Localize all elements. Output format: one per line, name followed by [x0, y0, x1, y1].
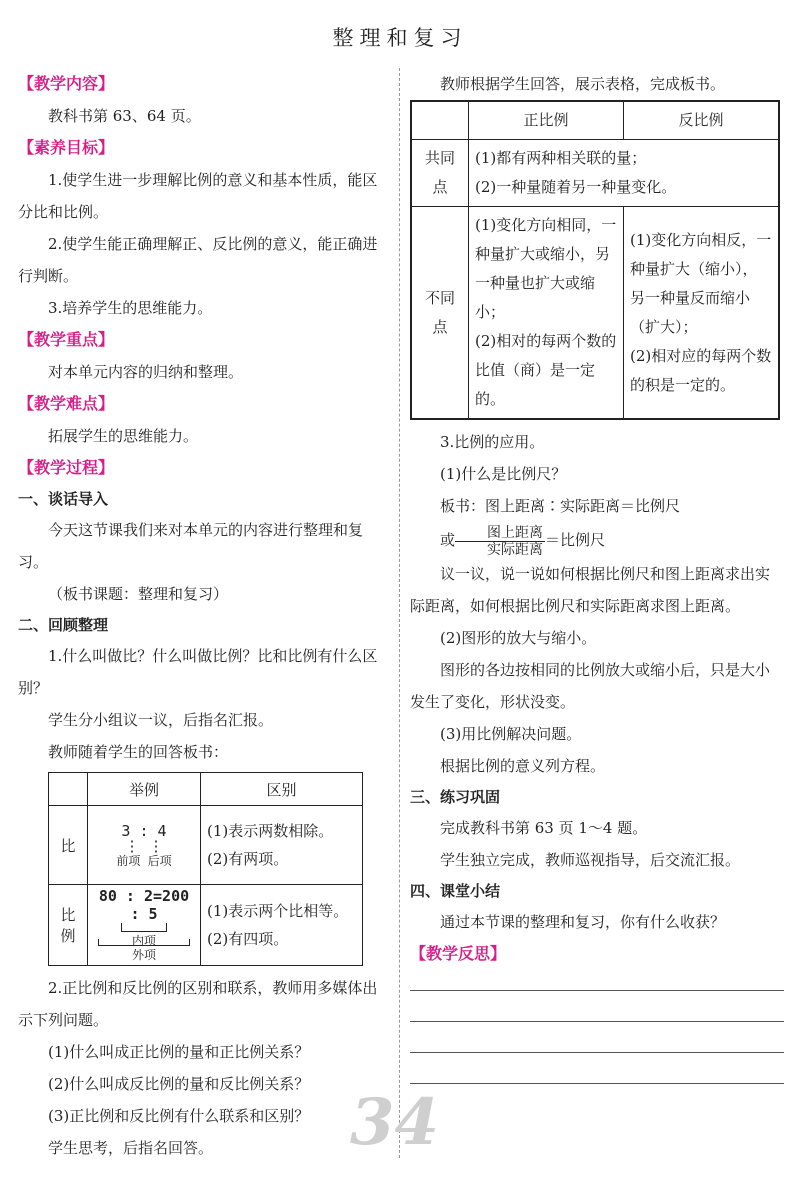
common-item: (2)一种量随着另一种量变化。: [475, 178, 677, 196]
ratio-expression: 3 : 4: [121, 821, 167, 840]
column-divider: [399, 68, 400, 1158]
table-header: 正比例: [469, 101, 624, 140]
inverse-differences: [624, 207, 780, 420]
goal-item: 2.使学生能正确理解正、反比例的意义，能正确进行判断。: [18, 235, 378, 285]
goal-item: 3.培养学生的思维能力。: [48, 299, 213, 317]
fraction-numerator: 图上距离: [455, 525, 545, 542]
difference-item: (2)相对应的每两个数的积是一定的。: [630, 346, 772, 394]
ratio-proportion-table: [48, 772, 363, 966]
row-label: 不同点: [411, 207, 469, 420]
sub-question: (2)什么叫成反比例的量和反比例关系？: [48, 1075, 310, 1093]
section-heading-process: 【教学过程】: [18, 458, 115, 477]
section-heading-key: 【教学重点】: [18, 330, 115, 349]
direct-inverse-table: [410, 100, 780, 420]
part2-heading: 二、回顾整理: [18, 616, 109, 634]
inner-terms-bracket: [121, 923, 167, 932]
table2-intro: 教师根据学生回答，展示表格，完成板书。: [440, 75, 726, 93]
part1-line: （板书课题：整理和复习）: [48, 585, 229, 603]
left-column: [18, 68, 392, 1164]
common-points: [469, 140, 780, 207]
board-formula: 板书：图上距离∶实际距离＝比例尺: [440, 497, 681, 515]
key-text: 对本单元内容的归纳和整理。: [48, 363, 244, 381]
outer-terms-label: 外项: [131, 948, 156, 962]
part2-line: 学生分小组议一议，后指名汇报。: [48, 711, 274, 729]
inner-terms-label: 内项: [131, 934, 156, 948]
reflection-line[interactable]: [410, 990, 784, 991]
difference-item: (2)有四项。: [207, 930, 289, 948]
difference-item: (1)表示两个比相等。: [207, 902, 349, 920]
application-text: 根据比例的意义列方程。: [440, 757, 606, 775]
reflection-line[interactable]: [410, 1083, 784, 1084]
difference-item: (1)变化方向相反，一种量扩大（缩小），另一种量反而缩小（扩大）；: [630, 230, 772, 336]
part1-line: 今天这节课我们来对本单元的内容进行整理和复习。: [18, 521, 364, 571]
part2-line: 教师随着学生的回答板书：: [48, 743, 229, 761]
fraction-denominator: 实际距离: [487, 541, 544, 558]
sub-question: (3)正比例和反比例有什么联系和区别？: [48, 1107, 310, 1125]
proportion-example: [88, 885, 201, 966]
difference-item: (1)表示两数相除。: [207, 822, 334, 840]
ratio-differences: [201, 806, 363, 885]
table-corner: [411, 101, 469, 140]
difference-item: (2)相对的每两个数的比值（商）是一定的。: [475, 332, 617, 408]
section-heading-reflection: 【教学反思】: [410, 944, 507, 963]
row-label: 比例: [49, 885, 88, 966]
table-header: 区别: [201, 773, 363, 806]
proportion-differences: [201, 885, 363, 966]
part3-line: 学生独立完成，教师巡视指导，后交流汇报。: [440, 851, 741, 869]
row-label: 共同点: [411, 140, 469, 207]
fraction: [455, 525, 545, 558]
row-label: 比: [49, 806, 88, 885]
section-heading-goals: 【素养目标】: [18, 138, 115, 157]
application-item: (2)图形的放大与缩小。: [440, 629, 597, 647]
part3-line: 完成教科书第 63 页 1～4 题。: [440, 819, 648, 837]
page-number: 34: [350, 1085, 440, 1160]
table-corner: [49, 773, 88, 806]
ratio-example: [88, 806, 201, 885]
discuss-text: 议一议，说一说如何根据比例尺和图上距离求出实际距离，如何根据比例尺和实际距离求图上距离。: [410, 565, 771, 615]
ratio-term-labels: 前项 后项: [116, 853, 172, 868]
content-text: 教科书第 63、64 页。: [48, 107, 201, 125]
part2-question-1: 1.什么叫做比？什么叫做比例？比和比例有什么区别？: [18, 647, 378, 697]
direct-differences: [469, 207, 624, 420]
fraction-equals: ＝比例尺: [545, 531, 606, 549]
section-heading-difficult: 【教学难点】: [18, 394, 115, 413]
fraction-formula: [410, 522, 784, 558]
proportion-expression: 80 : 2=200 : 5: [98, 887, 190, 923]
application-item: (1)什么是比例尺？: [440, 465, 567, 483]
part3-heading: 三、练习巩固: [410, 788, 501, 806]
part4-heading: 四、课堂小结: [410, 882, 501, 900]
or-label: 或: [440, 531, 456, 549]
table-header: 反比例: [624, 101, 780, 140]
application-item: (3)用比例解决问题。: [440, 725, 582, 743]
application-heading: 3.比例的应用。: [440, 433, 545, 451]
part2-question-2: 2.正比例和反比例的区别和联系，教师用多媒体出示下列问题。: [18, 979, 378, 1029]
difficult-text: 拓展学生的思维能力。: [48, 427, 199, 445]
sub-question: (1)什么叫成正比例的量和正比例关系？: [48, 1043, 310, 1061]
difference-item: (1)变化方向相同，一种量扩大或缩小，另一种量也扩大或缩小；: [475, 216, 617, 321]
difference-item: (2)有两项。: [207, 850, 289, 868]
table-header: 举例: [88, 773, 201, 806]
right-column: [410, 68, 784, 1084]
part2-line: 学生思考，后指名回答。: [48, 1139, 214, 1157]
section-heading-content: 【教学内容】: [18, 74, 115, 93]
page-title: 整理和复习: [332, 26, 468, 50]
reflection-line[interactable]: [410, 1021, 784, 1022]
common-item: (1)都有两种相关联的量；: [475, 149, 647, 167]
part1-heading: 一、谈话导入: [18, 490, 109, 508]
ratio-dots: ⋮ ⋮: [124, 836, 164, 855]
part4-line: 通过本节课的整理和复习，你有什么收获？: [440, 913, 726, 931]
reflection-line[interactable]: [410, 1052, 784, 1053]
goal-item: 1.使学生进一步理解比例的意义和基本性质，能区分比和比例。: [18, 171, 378, 221]
application-text: 图形的各边按相同的比例放大或缩小后，只是大小发生了变化，形状没变。: [410, 661, 771, 711]
